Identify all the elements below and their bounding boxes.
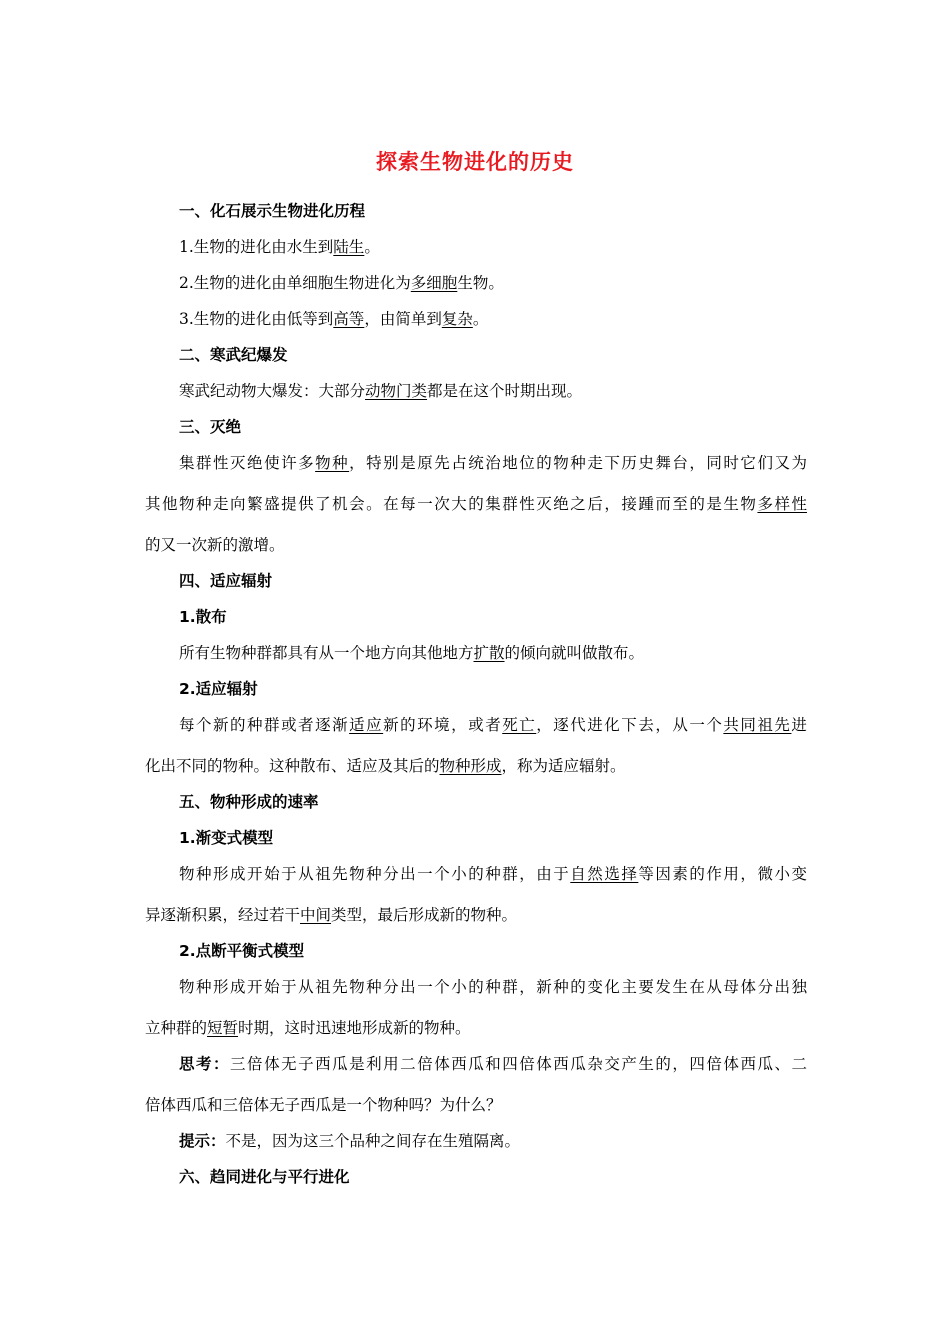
answer-blank: 高等 (333, 310, 365, 328)
text: ，逐代进化下去，从一个 (536, 716, 724, 734)
text: 新的环境，或者 (383, 716, 503, 734)
section-heading-4: 四、适应辐射 (179, 572, 273, 590)
paragraph-line (145, 904, 815, 926)
text: 所有生物种群都具有从一个地方向其他地方 (179, 644, 474, 662)
text: 其他物种走向繁盛提供了机会。在每一次大的集群性灭绝之后，接踵而至的是生物 (145, 495, 758, 513)
subheading: 2.适应辐射 (179, 680, 258, 698)
text: ，特别是原先占统治地位的物种走下历史舞台，同时它们又为 (349, 454, 807, 472)
text: 生物。 (457, 274, 504, 292)
paragraph (179, 642, 849, 664)
hint-label: 提示： (179, 1132, 226, 1150)
answer-blank: 死亡 (502, 716, 537, 734)
think-question (179, 1053, 807, 1075)
paragraph-line: 倍体西瓜和三倍体无子西瓜是一个物种吗？为什么？ (145, 1096, 502, 1114)
text: 1.生物的进化由水生到 (179, 238, 334, 256)
page-title: 探索生物进化的历史 (376, 150, 574, 174)
section-heading-1: 一、化石展示生物进化历程 (179, 202, 366, 220)
answer-blank: 多细胞 (410, 274, 458, 292)
answer-blank: 物种 (315, 454, 350, 472)
text: 等因素的作用，微小变 (638, 865, 807, 883)
subheading: 1.渐变式模型 (179, 829, 274, 847)
text: ，由简单到 (364, 310, 442, 328)
subheading: 2.点断平衡式模型 (179, 942, 305, 960)
text: 都是在这个时期出现。 (427, 382, 583, 400)
paragraph (179, 272, 849, 294)
text: 物种形成开始于从祖先物种分出一个小的种群，由于 (179, 865, 571, 883)
text: 三倍体无子西瓜是利用二倍体西瓜和四倍体西瓜杂交产生的，四倍体西瓜、二 (230, 1055, 807, 1073)
text: 2.生物的进化由单细胞生物进化为 (179, 274, 411, 292)
paragraph-line (145, 493, 807, 515)
answer-blank: 物种形成 (439, 757, 502, 775)
text: 时期，这时迅速地形成新的物种。 (238, 1019, 471, 1037)
text: 进 (791, 716, 807, 734)
text: 。 (472, 310, 489, 328)
paragraph-line (179, 452, 807, 474)
text: 3.生物的进化由低等到 (179, 310, 334, 328)
answer-blank: 中间 (300, 906, 332, 924)
answer-blank: 复杂 (441, 310, 473, 328)
answer-blank: 多样性 (757, 495, 807, 513)
hint-answer (179, 1130, 849, 1152)
paragraph (179, 380, 849, 402)
section-heading-3: 三、灭绝 (179, 418, 242, 436)
answer-blank: 自然选择 (570, 865, 639, 883)
answer-blank: 扩散 (473, 644, 505, 662)
paragraph-line: 物种形成开始于从祖先物种分出一个小的种群，新种的变化主要发生在从母体分出独 (179, 978, 807, 996)
section-heading-2: 二、寒武纪爆发 (179, 346, 288, 364)
paragraph-line (145, 755, 815, 777)
answer-blank: 适应 (349, 716, 384, 734)
text: 立种群的 (145, 1019, 208, 1037)
section-heading-5: 五、物种形成的速率 (179, 793, 319, 811)
text: ，称为适应辐射。 (501, 757, 626, 775)
paragraph-line (179, 863, 807, 885)
text: 不是，因为这三个品种之间存在生殖隔离。 (225, 1132, 521, 1150)
paragraph (179, 308, 849, 330)
text: 类型，最后形成新的物种。 (331, 906, 518, 924)
paragraph-line (145, 1017, 815, 1039)
text: 的倾向就叫做散布。 (504, 644, 645, 662)
text: 每个新的种群或者逐渐 (179, 716, 350, 734)
text: 。 (364, 238, 380, 256)
answer-blank: 短暂 (207, 1019, 239, 1037)
text: 寒武纪动物大爆发：大部分 (179, 382, 366, 400)
paragraph (179, 236, 849, 258)
section-heading-6: 六、趋同进化与平行进化 (179, 1168, 350, 1186)
text: 集群性灭绝使许多 (179, 454, 316, 472)
answer-blank: 动物门类 (365, 382, 428, 400)
paragraph-line (179, 714, 807, 736)
answer-blank: 陆生 (333, 238, 365, 256)
subheading: 1.散布 (179, 608, 227, 626)
think-label: 思考： (179, 1055, 231, 1073)
answer-blank: 共同祖先 (723, 716, 792, 734)
text: 异逐渐积累，经过若干 (145, 906, 301, 924)
text: 化出不同的物种。这种散布、适应及其后的 (145, 757, 440, 775)
paragraph-line: 的又一次新的激增。 (145, 536, 285, 554)
